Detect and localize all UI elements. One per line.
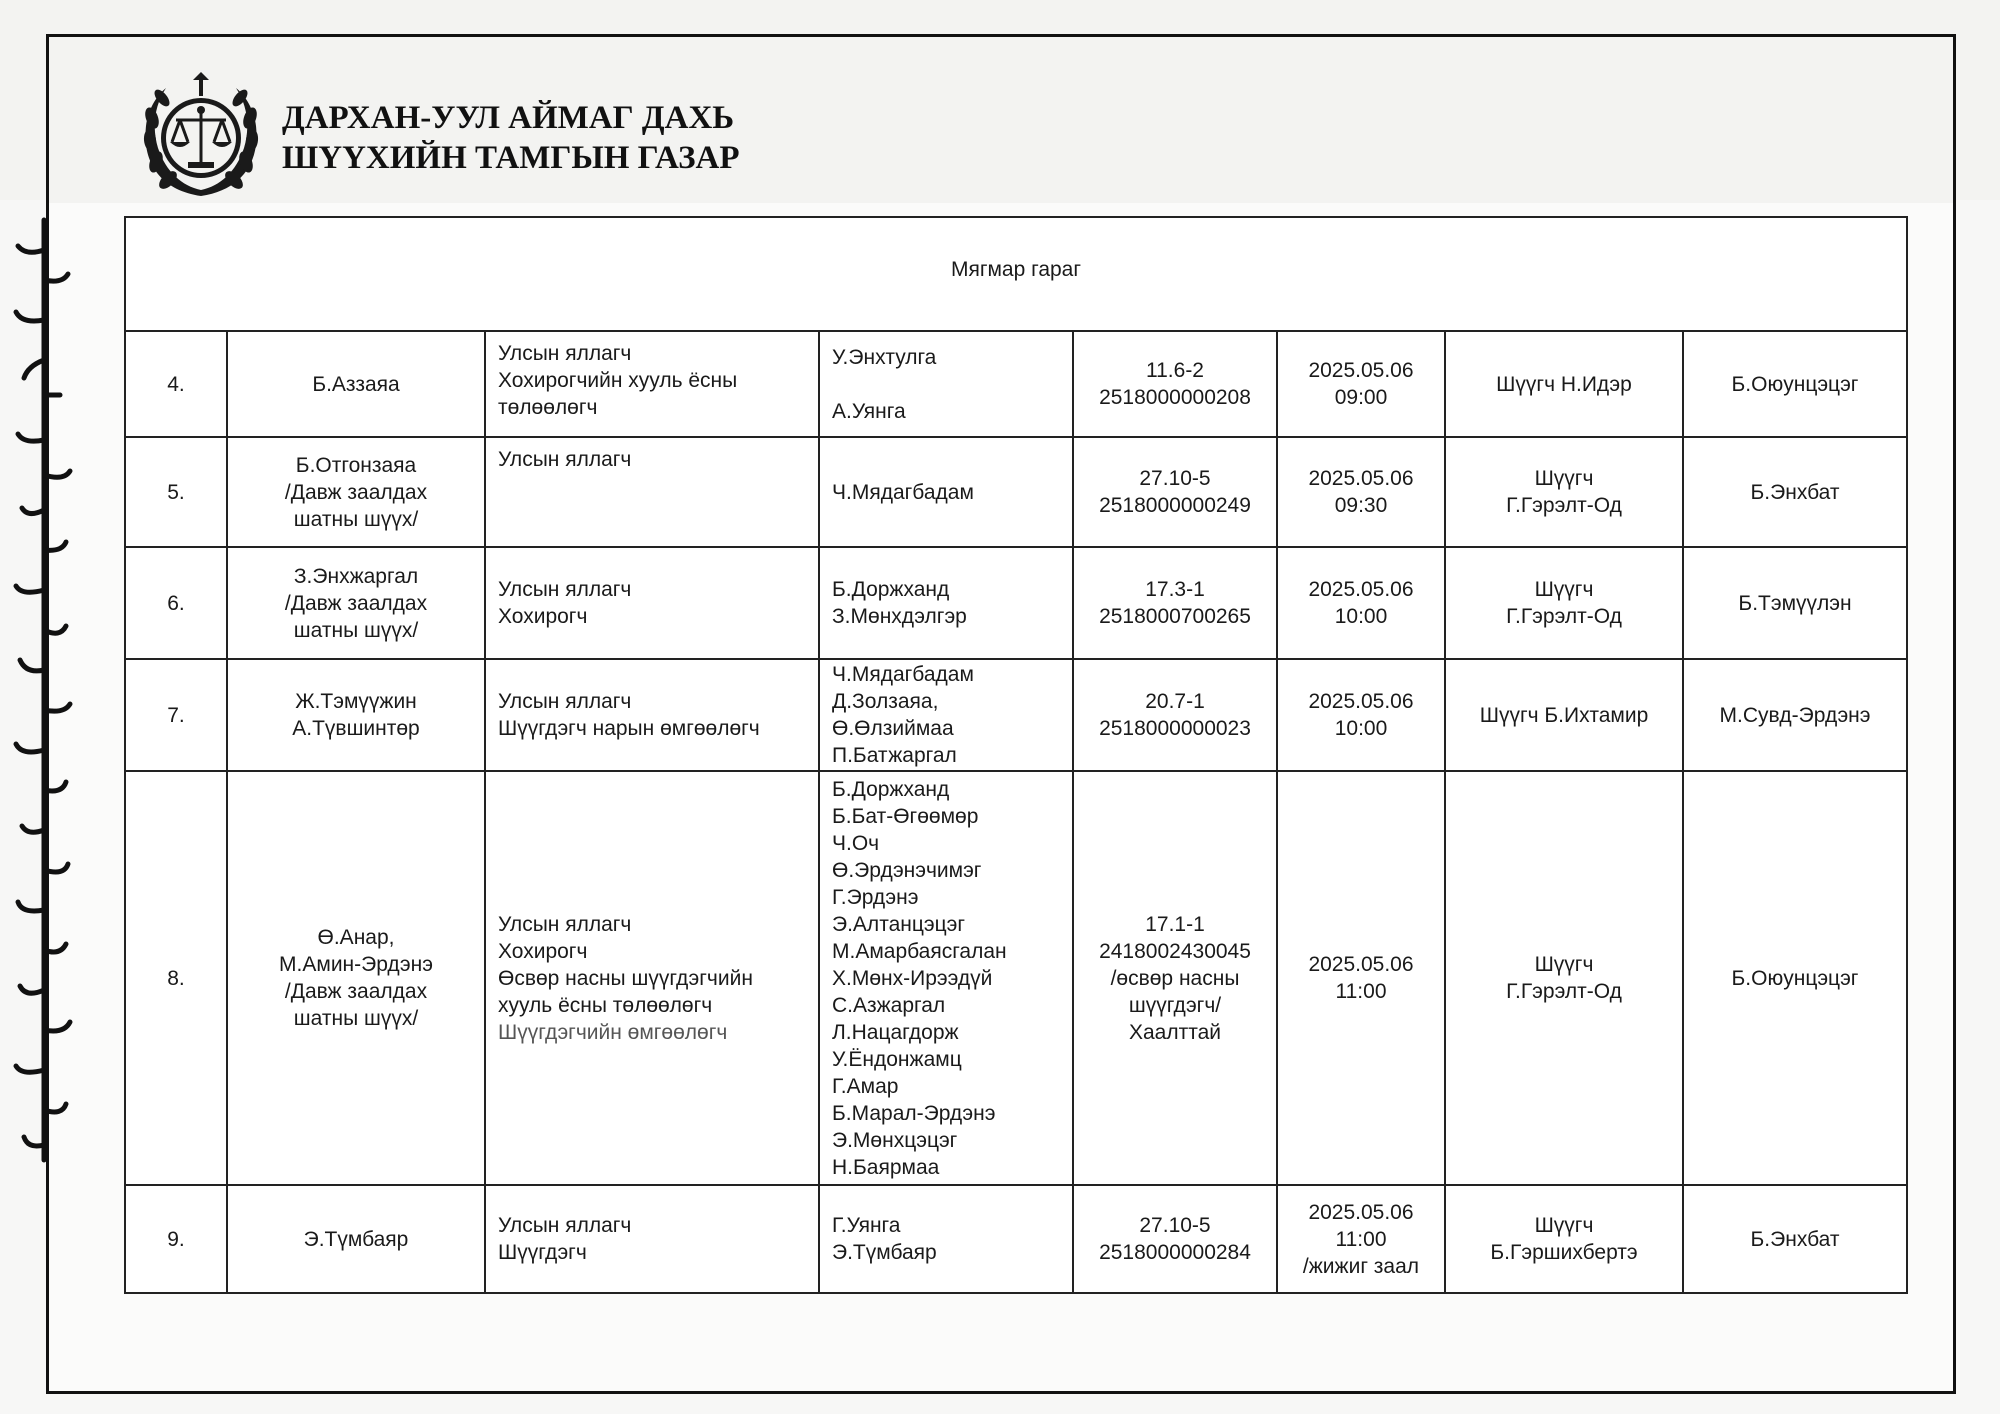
datetime-cell-line: 11:00 (1335, 1227, 1387, 1251)
roles-cell-line: Шүүгдэгчийн өмгөөлөгч (498, 1020, 728, 1044)
roles-cell (485, 437, 819, 547)
participants-cell-line: Б.Доржханд (832, 777, 950, 801)
case-number-cell-line: 17.3-1 (1145, 578, 1205, 601)
judge-cell-line: Г.Гэрэлт-Од (1506, 494, 1622, 517)
participants-cell-line: М.Амарбаясгалан (832, 939, 1007, 963)
judge-cell (1445, 547, 1683, 659)
participants-cell-line: З.Мөнхдэлгэр (832, 605, 967, 628)
participants-cell (819, 1185, 1073, 1293)
names-cell (227, 437, 485, 547)
case-number-cell (1073, 659, 1277, 771)
participants-cell-line: Г.Амар (832, 1074, 899, 1098)
case-number-cell-line: 17.1-1 (1145, 912, 1205, 936)
roles-cell-line: Улсын яллагч (498, 578, 632, 601)
datetime-cell-line: 2025.05.06 (1308, 359, 1414, 382)
datetime-cell (1277, 771, 1445, 1185)
roles-cell-line: Шүүгдэгч (498, 1241, 587, 1264)
participants-cell-line: Ч.Мядагбадам (832, 663, 974, 686)
row-number-cell: 7. (125, 659, 227, 771)
roles-cell-line: Хохирогч (498, 939, 588, 963)
names-cell-line: шатны шүүх/ (293, 618, 419, 642)
participants-cell-line: А.Уянга (832, 399, 906, 423)
row-number-cell: 6. (125, 547, 227, 659)
case-number-cell-line: 11.6-2 (1146, 359, 1204, 382)
datetime-cell-line: 2025.05.06 (1308, 578, 1414, 601)
organization-name-line-1: ДАРХАН-УУЛ АЙМАГ ДАХЬ (282, 100, 735, 136)
day-header-row (125, 217, 1907, 331)
participants-cell-line: Б.Доржханд (832, 578, 950, 601)
hearing-schedule-table (124, 216, 1908, 1294)
participants-cell-line: С.Азжаргал (832, 993, 946, 1017)
names-cell-line: Ө.Анар, (317, 926, 395, 949)
roles-cell (485, 331, 819, 437)
case-number-cell (1073, 437, 1277, 547)
judge-cell-line: Шүүгч Б.Ихтамир (1479, 703, 1649, 727)
participants-cell (819, 437, 1073, 547)
judge-cell-line: Шүүгч Н.Идэр (1496, 372, 1632, 396)
table-row (125, 771, 1907, 1185)
case-number-cell-line: 2518000000208 (1099, 386, 1251, 409)
case-number-cell-line: 2418002430045 (1099, 939, 1251, 963)
organization-name (282, 98, 739, 178)
names-cell-line: Ж.Тэмүүжин (295, 690, 417, 713)
table-row (125, 437, 1907, 547)
roles-cell-line: Улсын яллагч (498, 690, 632, 713)
participants-cell-line: Ө.Өлзиймаа (832, 717, 954, 740)
participants-cell-line: Ч.Мядагбадам (832, 480, 974, 504)
participants-cell-line: П.Батжаргал (832, 744, 957, 767)
vertical-mongolian-script-icon (0, 210, 86, 1170)
names-cell-line: Э.Түмбаяр (303, 1227, 409, 1251)
case-number-cell-line: 2518000000249 (1099, 494, 1251, 517)
roles-cell-line: Өсвөр насны шүүгдэгчийн (498, 966, 753, 990)
table-row (125, 331, 1907, 437)
secretary-cell: Б.Тэмүүлэн (1683, 547, 1907, 659)
participants-cell (819, 659, 1073, 771)
participants-cell-line: Э.Алтанцэцэг (832, 912, 965, 936)
court-emblem-icon (138, 70, 264, 204)
participants-cell-line: Ч.Оч (832, 831, 880, 855)
table-row (125, 659, 1907, 771)
roles-cell (485, 659, 819, 771)
roles-cell-line: Улсын яллагч (498, 912, 632, 936)
roles-cell-line: Улсын яллагч (498, 1214, 632, 1237)
names-cell (227, 1185, 485, 1293)
case-number-cell-line: /өсвөр насны (1110, 966, 1240, 990)
participants-cell-line: Э.Мөнхцэцэг (832, 1128, 958, 1152)
roles-cell-line: хууль ёсны төлөөлөгч (498, 993, 713, 1017)
names-cell-line: шатны шүүх/ (293, 1007, 419, 1030)
names-cell-line: М.Амин-Эрдэнэ (279, 953, 433, 976)
participants-cell-line: Х.Мөнх-Ирээдүй (832, 966, 993, 990)
row-number-cell: 5. (125, 437, 227, 547)
roles-cell-line: Улсын яллагч (498, 342, 632, 365)
participants-cell-line: Г.Эрдэнэ (832, 885, 919, 909)
datetime-cell-line: 2025.05.06 (1308, 690, 1414, 713)
case-number-cell-line: 20.7-1 (1145, 690, 1205, 713)
datetime-cell-line: 2025.05.06 (1308, 467, 1414, 490)
datetime-cell-line: /жижиг заал (1302, 1254, 1420, 1278)
datetime-cell (1277, 547, 1445, 659)
case-number-cell-line: Хаалттай (1128, 1020, 1222, 1044)
participants-cell-line: Б.Марал-Эрдэнэ (832, 1101, 996, 1125)
judge-cell (1445, 1185, 1683, 1293)
case-number-cell-line: 2518000000284 (1099, 1241, 1251, 1264)
secretary-cell: Б.Энхбат (1683, 1185, 1907, 1293)
judge-cell-line: Г.Гэрэлт-Од (1506, 605, 1622, 628)
participants-cell-line: Н.Баярмаа (832, 1155, 940, 1179)
roles-cell-line: Улсын яллагч (498, 448, 632, 471)
judge-cell-line: Шүүгч (1534, 1214, 1594, 1237)
case-number-cell (1073, 331, 1277, 437)
roles-cell-line: Хохирогч (498, 605, 588, 628)
names-cell-line: А.Түвшинтөр (292, 717, 420, 740)
names-cell-line: Б.Отгонзаяа (295, 453, 417, 477)
row-number-cell: 8. (125, 771, 227, 1185)
organization-name-line-2: ШҮҮХИЙН ТАМГЫН ГАЗАР (282, 140, 740, 176)
roles-cell-line: Шүүгдэгч нарын өмгөөлөгч (498, 717, 760, 740)
datetime-cell-line: 09:00 (1334, 386, 1388, 409)
names-cell-line: /Давж заалдах (284, 480, 428, 504)
table-row (125, 547, 1907, 659)
names-cell-line: шатны шүүх/ (293, 507, 419, 531)
participants-cell (819, 331, 1073, 437)
names-cell-line: /Давж заалдах (284, 591, 428, 615)
names-cell (227, 547, 485, 659)
datetime-cell-line: 2025.05.06 (1308, 953, 1414, 976)
participants-cell-line: Э.Түмбаяр (832, 1241, 937, 1264)
participants-cell-line: У.Энхтулга (832, 345, 937, 369)
participants-cell-line: Ө.Эрдэнэчимэг (832, 858, 982, 882)
secretary-cell: Б.Оюунцэцэг (1683, 771, 1907, 1185)
datetime-cell (1277, 331, 1445, 437)
roles-cell (485, 1185, 819, 1293)
participants-cell-line (832, 371, 1064, 398)
participants-cell-line: У.Ёндонжамц (832, 1047, 962, 1071)
case-number-cell-line: 27.10-5 (1139, 467, 1211, 490)
names-cell (227, 771, 485, 1185)
roles-cell-line: Хохирогчийн хууль ёсны (498, 369, 738, 392)
datetime-cell (1277, 659, 1445, 771)
datetime-cell (1277, 437, 1445, 547)
datetime-cell-line: 10:00 (1334, 717, 1388, 740)
participants-cell (819, 547, 1073, 659)
schedule-rows (125, 331, 1907, 1293)
judge-cell-line: Шүүгч (1534, 467, 1594, 490)
judge-cell (1445, 659, 1683, 771)
case-number-cell-line: 27.10-5 (1139, 1214, 1211, 1237)
case-number-cell-line: 2518000000023 (1099, 717, 1251, 740)
participants-cell-line: Г.Уянга (832, 1214, 901, 1237)
names-cell-line: З.Энхжаргал (293, 564, 419, 588)
datetime-cell-line: 09:30 (1334, 494, 1388, 517)
day-header-cell: Мягмар гараг (125, 217, 1907, 331)
participants-cell (819, 771, 1073, 1185)
roles-cell (485, 771, 819, 1185)
judge-cell-line: Шүүгч (1534, 953, 1594, 976)
row-number-cell: 9. (125, 1185, 227, 1293)
case-number-cell (1073, 771, 1277, 1185)
judge-cell-line: Шүүгч (1534, 578, 1594, 601)
row-number-cell: 4. (125, 331, 227, 437)
judge-cell (1445, 437, 1683, 547)
judge-cell-line: Г.Гэрэлт-Од (1506, 980, 1622, 1003)
case-number-cell (1073, 547, 1277, 659)
names-cell (227, 331, 485, 437)
participants-cell-line: Л.Нацагдорж (832, 1020, 959, 1044)
secretary-cell: Б.Энхбат (1683, 437, 1907, 547)
case-number-cell-line: 2518000700265 (1099, 605, 1251, 628)
datetime-cell-line: 2025.05.06 (1308, 1200, 1414, 1224)
judge-cell (1445, 331, 1683, 437)
names-cell-line: /Давж заалдах (284, 980, 428, 1003)
table-row (125, 1185, 1907, 1293)
participants-cell-line: Д.Золзаяа, (832, 690, 939, 713)
secretary-cell: Б.Оюунцэцэг (1683, 331, 1907, 437)
roles-cell-line: төлөөлөгч (498, 396, 598, 419)
judge-cell-line: Б.Гэршихбертэ (1490, 1241, 1638, 1264)
case-number-cell (1073, 1185, 1277, 1293)
datetime-cell-line: 10:00 (1334, 605, 1388, 628)
judge-cell (1445, 771, 1683, 1185)
participants-cell-line: Б.Бат-Өгөөмөр (832, 804, 979, 828)
names-cell (227, 659, 485, 771)
roles-cell (485, 547, 819, 659)
names-cell-line: Б.Аззаяа (312, 372, 400, 396)
case-number-cell-line: шүүгдэгч/ (1128, 993, 1222, 1017)
datetime-cell-line: 11:00 (1335, 980, 1387, 1003)
datetime-cell (1277, 1185, 1445, 1293)
secretary-cell: М.Сувд-Эрдэнэ (1683, 659, 1907, 771)
